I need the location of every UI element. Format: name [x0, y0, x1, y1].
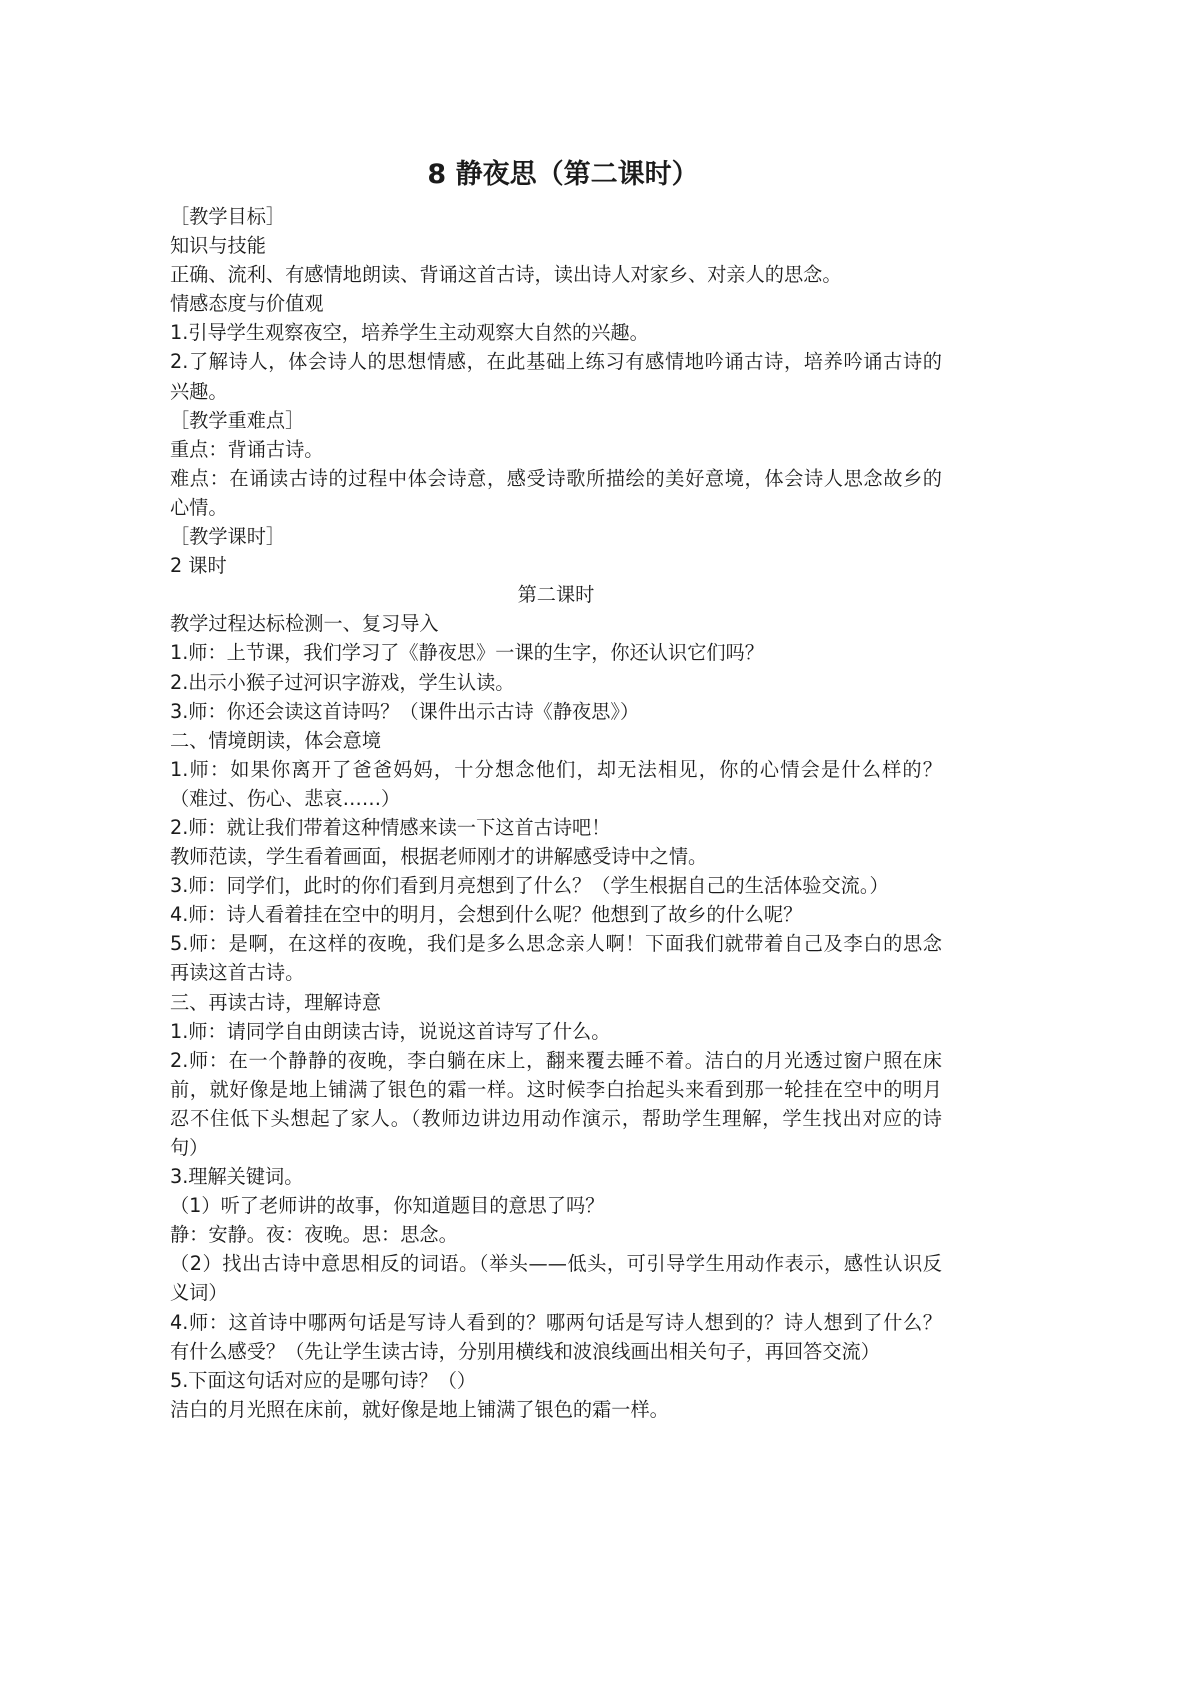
list-item-line: 静：安静。夜：夜晚。思：思念。	[170, 1223, 458, 1247]
list-item-line: 5.师：是啊，在这样的夜晚，我们是多么思念亲人啊！下面我们就带着自己及李白的思念	[170, 932, 942, 956]
list-item-line: 2.出示小猴子过河识字游戏，学生认读。	[170, 670, 515, 694]
list-item-line: 兴趣。	[170, 379, 228, 403]
section-lesson	[170, 580, 942, 1424]
periods-value: 2 课时	[170, 554, 227, 578]
document-body	[170, 202, 942, 1424]
subsection-heading: 二、情境朗读，体会意境	[170, 728, 382, 752]
section-heading: ［教学目标］	[170, 205, 286, 228]
list-item-line: 4.师：诗人看着挂在空中的明月，会想到什么呢？他想到了故乡的什么呢？	[170, 903, 803, 927]
section-key-points	[170, 406, 942, 522]
list-item-line: 再读这首古诗。	[170, 961, 305, 985]
list-item-line: 3.师：你还会读这首诗吗？（课件出示古诗《静夜思》）	[170, 699, 640, 723]
list-item-line: 忍不住低下头想起了家人。（教师边讲边用动作演示，帮助学生理解，学生找出对应的诗	[170, 1106, 942, 1130]
section-teaching-objectives	[170, 202, 942, 406]
subsection-situational-reading	[170, 726, 942, 988]
list-item-line: 句）	[170, 1136, 209, 1159]
paragraph-line: 正确、流利、有感情地朗读、背诵这首古诗，读出诗人对家乡、对亲人的思念。	[170, 263, 842, 287]
lesson-subheading: 第二课时	[517, 583, 595, 607]
list-item-line: 3.理解关键词。	[170, 1165, 304, 1189]
list-item-line: 义词）	[170, 1281, 228, 1305]
document-title: 8 静夜思（第二课时）	[427, 159, 699, 190]
list-item-line: 2.了解诗人，体会诗人的思想情感，在此基础上练习有感情地吟诵古诗，培养吟诵古诗的	[170, 350, 942, 374]
subsection-review	[170, 609, 942, 725]
subsection-heading: 知识与技能	[170, 234, 266, 258]
list-item-line: 4.师：这首诗中哪两句话是写诗人看到的？哪两句话是写诗人想到的？诗人想到了什么？	[170, 1310, 942, 1334]
list-item-line: 2.师：就让我们带着这种情感来读一下这首古诗吧！	[170, 815, 611, 839]
list-item-line: 洁白的月光照在床前，就好像是地上铺满了银色的霜一样。	[170, 1397, 669, 1421]
section-heading: ［教学重难点］	[170, 408, 305, 432]
paragraph-line: 难点：在诵读古诗的过程中体会诗意，感受诗歌所描绘的美好意境，体会诗人思念故乡的	[170, 466, 942, 490]
list-item-line: 1.师：如果你离开了爸爸妈妈，十分想念他们，却无法相见，你的心情会是什么样的？	[170, 757, 942, 781]
subsection-heading: 情感态度与价值观	[170, 292, 324, 316]
list-item-line: 有什么感受？（先让学生读古诗，分别用横线和波浪线画出相关句子，再回答交流）	[170, 1339, 880, 1363]
list-item-line: 1.师：上节课，我们学习了《静夜思》一课的生字，你还认识它们吗？	[170, 641, 764, 665]
subsection-heading: 三、再读古诗，理解诗意	[170, 990, 382, 1014]
list-item-line: 1.引导学生观察夜空，培养学生主动观察大自然的兴趣。	[170, 321, 649, 345]
list-item-line: 5.下面这句话对应的是哪句诗？（）	[170, 1368, 477, 1392]
section-class-periods	[170, 522, 942, 580]
subsection-heading: 教学过程达标检测一、复习导入	[170, 612, 439, 636]
list-item-line: （难过、伤心、悲哀……）	[170, 786, 401, 810]
paragraph-line: 重点：背诵古诗。	[170, 437, 324, 461]
list-item-line: 教师范读，学生看着画面，根据老师刚才的讲解感受诗中之情。	[170, 845, 708, 869]
subsection-reread	[170, 988, 942, 1424]
list-item-line: （2）找出古诗中意思相反的词语。（举头——低头，可引导学生用动作表示，感性认识反	[170, 1252, 942, 1276]
list-item-line: 2.师：在一个静静的夜晚，李白躺在床上，翻来覆去睡不着。洁白的月光透过窗户照在床	[170, 1048, 942, 1072]
section-heading: ［教学课时］	[170, 525, 286, 549]
list-item-line: 3.师：同学们，此时的你们看到月亮想到了什么？（学生根据自己的生活体验交流。）	[170, 874, 889, 898]
list-item-line: （1）听了老师讲的故事，你知道题目的意思了吗？	[170, 1194, 605, 1218]
paragraph-line: 心情。	[170, 495, 228, 519]
list-item-line: 1.师：请同学自由朗读古诗，说说这首诗写了什么。	[170, 1019, 611, 1043]
list-item-line: 前，就好像是地上铺满了银色的霜一样。这时候李白抬起头来看到那一轮挂在空中的明月	[170, 1077, 942, 1101]
